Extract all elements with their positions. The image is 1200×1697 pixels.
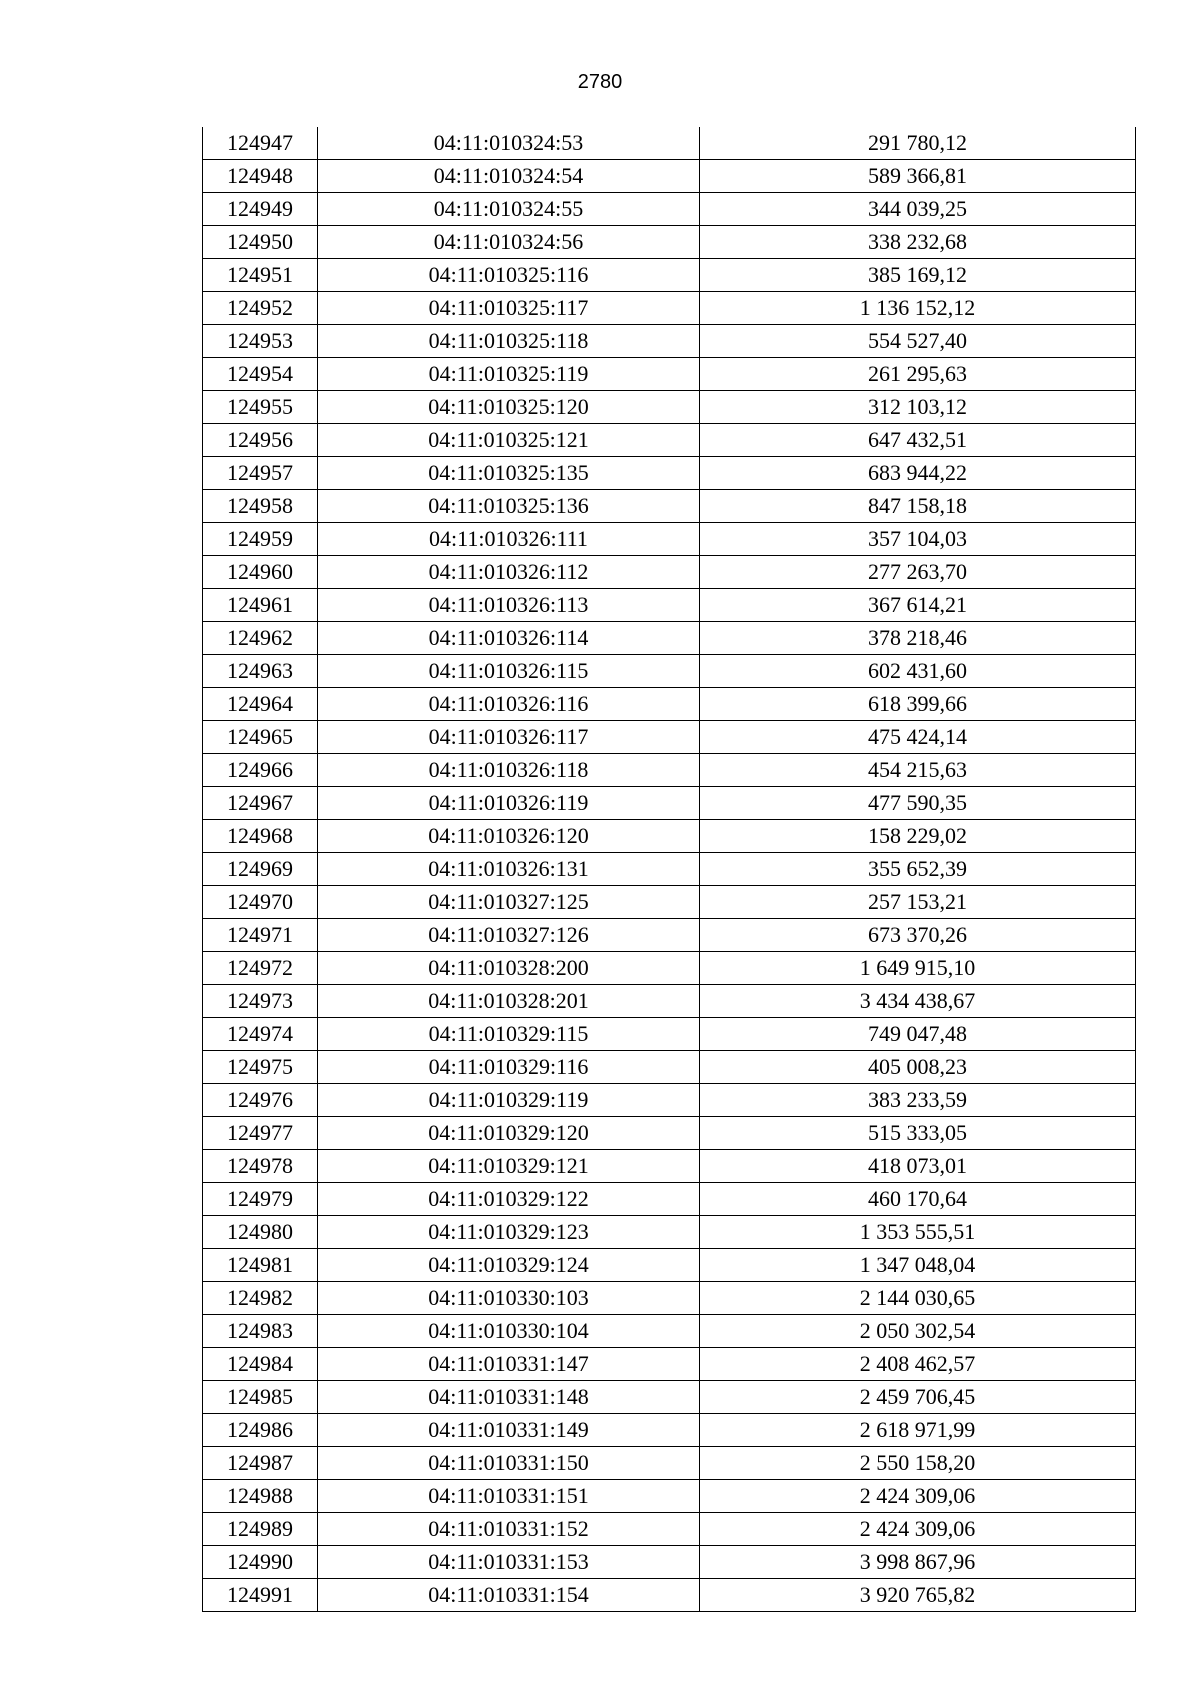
table-row — [203, 622, 1136, 655]
row-number-cell: 124959 — [203, 523, 318, 556]
cadastral-number-cell: 04:11:010324:56 — [318, 226, 700, 259]
cadastral-value-cell: 2 050 302,54 — [700, 1315, 1136, 1348]
table-row — [203, 1579, 1136, 1612]
cadastral-number-cell: 04:11:010326:114 — [318, 622, 700, 655]
cadastral-number-cell: 04:11:010329:115 — [318, 1018, 700, 1051]
cadastral-value-cell: 454 215,63 — [700, 754, 1136, 787]
cadastral-number-cell: 04:11:010326:112 — [318, 556, 700, 589]
cadastral-value-cell: 683 944,22 — [700, 457, 1136, 490]
table-row — [203, 457, 1136, 490]
cadastral-number-cell: 04:11:010325:136 — [318, 490, 700, 523]
table-row — [203, 325, 1136, 358]
row-number-cell: 124952 — [203, 292, 318, 325]
table-body — [203, 127, 1136, 1612]
cadastral-number-cell: 04:11:010329:121 — [318, 1150, 700, 1183]
cadastral-value-cell: 405 008,23 — [700, 1051, 1136, 1084]
row-number-cell: 124982 — [203, 1282, 318, 1315]
table-row — [203, 787, 1136, 820]
row-number-cell: 124953 — [203, 325, 318, 358]
table-row — [203, 1183, 1136, 1216]
row-number-cell: 124951 — [203, 259, 318, 292]
table-row — [203, 424, 1136, 457]
row-number-cell: 124983 — [203, 1315, 318, 1348]
cadastral-value-cell: 383 233,59 — [700, 1084, 1136, 1117]
cadastral-number-cell: 04:11:010331:147 — [318, 1348, 700, 1381]
row-number-cell: 124961 — [203, 589, 318, 622]
cadastral-value-cell: 460 170,64 — [700, 1183, 1136, 1216]
cadastral-number-cell: 04:11:010331:152 — [318, 1513, 700, 1546]
row-number-cell: 124972 — [203, 952, 318, 985]
table-row — [203, 490, 1136, 523]
cadastral-number-cell: 04:11:010326:119 — [318, 787, 700, 820]
table-row — [203, 754, 1136, 787]
table-row — [203, 1249, 1136, 1282]
row-number-cell: 124975 — [203, 1051, 318, 1084]
row-number-cell: 124955 — [203, 391, 318, 424]
row-number-cell: 124984 — [203, 1348, 318, 1381]
cadastral-value-cell: 2 618 971,99 — [700, 1414, 1136, 1447]
cadastral-value-cell: 257 153,21 — [700, 886, 1136, 919]
cadastral-number-cell: 04:11:010326:116 — [318, 688, 700, 721]
cadastral-number-cell: 04:11:010326:115 — [318, 655, 700, 688]
table-row — [203, 1117, 1136, 1150]
cadastral-number-cell: 04:11:010330:103 — [318, 1282, 700, 1315]
row-number-cell: 124986 — [203, 1414, 318, 1447]
cadastral-value-cell: 749 047,48 — [700, 1018, 1136, 1051]
cadastral-value-cell: 1 347 048,04 — [700, 1249, 1136, 1282]
table-row — [203, 259, 1136, 292]
table-row — [203, 193, 1136, 226]
table-row — [203, 127, 1136, 160]
cadastral-number-cell: 04:11:010329:123 — [318, 1216, 700, 1249]
table-row — [203, 1282, 1136, 1315]
cadastral-value-cell: 261 295,63 — [700, 358, 1136, 391]
table-row — [203, 358, 1136, 391]
cadastral-number-cell: 04:11:010329:124 — [318, 1249, 700, 1282]
cadastral-value-cell: 589 366,81 — [700, 160, 1136, 193]
row-number-cell: 124947 — [203, 127, 318, 160]
page-number: 2780 — [577, 71, 623, 93]
table-row — [203, 523, 1136, 556]
cadastral-value-cell: 2 408 462,57 — [700, 1348, 1136, 1381]
row-number-cell: 124978 — [203, 1150, 318, 1183]
row-number-cell: 124964 — [203, 688, 318, 721]
cadastral-number-cell: 04:11:010326:111 — [318, 523, 700, 556]
row-number-cell: 124985 — [203, 1381, 318, 1414]
cadastral-value-cell: 475 424,14 — [700, 721, 1136, 754]
table-row — [203, 721, 1136, 754]
cadastral-number-cell: 04:11:010327:126 — [318, 919, 700, 952]
table-row — [203, 160, 1136, 193]
cadastral-number-cell: 04:11:010325:120 — [318, 391, 700, 424]
table-row — [203, 226, 1136, 259]
cadastral-value-cell: 477 590,35 — [700, 787, 1136, 820]
table-row — [203, 391, 1136, 424]
row-number-cell: 124989 — [203, 1513, 318, 1546]
row-number-cell: 124960 — [203, 556, 318, 589]
cadastral-value-cell: 3 434 438,67 — [700, 985, 1136, 1018]
row-number-cell: 124980 — [203, 1216, 318, 1249]
table-row — [203, 1348, 1136, 1381]
cadastral-number-cell: 04:11:010326:113 — [318, 589, 700, 622]
cadastral-value-cell: 2 424 309,06 — [700, 1513, 1136, 1546]
table-row — [203, 655, 1136, 688]
row-number-cell: 124965 — [203, 721, 318, 754]
table-row — [203, 1051, 1136, 1084]
table-row — [203, 853, 1136, 886]
cadastral-number-cell: 04:11:010331:150 — [318, 1447, 700, 1480]
cadastral-value-cell: 1 353 555,51 — [700, 1216, 1136, 1249]
cadastral-value-cell: 3 920 765,82 — [700, 1579, 1136, 1612]
table-row — [203, 886, 1136, 919]
cadastral-value-cell: 355 652,39 — [700, 853, 1136, 886]
cadastral-value-cell: 647 432,51 — [700, 424, 1136, 457]
cadastral-number-cell: 04:11:010325:118 — [318, 325, 700, 358]
cadastral-value-cell: 3 998 867,96 — [700, 1546, 1136, 1579]
cadastral-number-cell: 04:11:010324:55 — [318, 193, 700, 226]
row-number-cell: 124950 — [203, 226, 318, 259]
cadastral-number-cell: 04:11:010331:154 — [318, 1579, 700, 1612]
cadastral-value-cell: 158 229,02 — [700, 820, 1136, 853]
row-number-cell: 124956 — [203, 424, 318, 457]
cadastral-value-cell: 2 144 030,65 — [700, 1282, 1136, 1315]
cadastral-value-cell: 344 039,25 — [700, 193, 1136, 226]
row-number-cell: 124987 — [203, 1447, 318, 1480]
cadastral-number-cell: 04:11:010326:131 — [318, 853, 700, 886]
cadastral-value-cell: 338 232,68 — [700, 226, 1136, 259]
cadastral-number-cell: 04:11:010331:148 — [318, 1381, 700, 1414]
table-row — [203, 1018, 1136, 1051]
cadastral-number-cell: 04:11:010325:119 — [318, 358, 700, 391]
row-number-cell: 124963 — [203, 655, 318, 688]
row-number-cell: 124957 — [203, 457, 318, 490]
cadastral-value-cell: 847 158,18 — [700, 490, 1136, 523]
row-number-cell: 124962 — [203, 622, 318, 655]
row-number-cell: 124971 — [203, 919, 318, 952]
cadastral-value-cell: 277 263,70 — [700, 556, 1136, 589]
cadastral-value-cell: 602 431,60 — [700, 655, 1136, 688]
cadastral-number-cell: 04:11:010325:135 — [318, 457, 700, 490]
cadastral-number-cell: 04:11:010326:117 — [318, 721, 700, 754]
cadastral-number-cell: 04:11:010328:200 — [318, 952, 700, 985]
table-row — [203, 1084, 1136, 1117]
table-row — [203, 1513, 1136, 1546]
table-row — [203, 1414, 1136, 1447]
cadastral-number-cell: 04:11:010331:149 — [318, 1414, 700, 1447]
row-number-cell: 124973 — [203, 985, 318, 1018]
row-number-cell: 124958 — [203, 490, 318, 523]
table-row — [203, 1381, 1136, 1414]
table-row — [203, 1315, 1136, 1348]
cadastral-value-cell: 1 136 152,12 — [700, 292, 1136, 325]
cadastral-number-cell: 04:11:010331:153 — [318, 1546, 700, 1579]
table-row — [203, 985, 1136, 1018]
cadastral-value-cell: 554 527,40 — [700, 325, 1136, 358]
cadastral-number-cell: 04:11:010325:121 — [318, 424, 700, 457]
cadastral-number-cell: 04:11:010324:54 — [318, 160, 700, 193]
cadastral-value-cell: 378 218,46 — [700, 622, 1136, 655]
row-number-cell: 124968 — [203, 820, 318, 853]
cadastral-value-cell: 385 169,12 — [700, 259, 1136, 292]
cadastral-number-cell: 04:11:010329:120 — [318, 1117, 700, 1150]
row-number-cell: 124974 — [203, 1018, 318, 1051]
row-number-cell: 124967 — [203, 787, 318, 820]
row-number-cell: 124949 — [203, 193, 318, 226]
cadastral-value-cell: 2 550 158,20 — [700, 1447, 1136, 1480]
cadastral-number-cell: 04:11:010329:116 — [318, 1051, 700, 1084]
table-row — [203, 1447, 1136, 1480]
cadastral-value-cell: 515 333,05 — [700, 1117, 1136, 1150]
cadastral-value-cell: 1 649 915,10 — [700, 952, 1136, 985]
row-number-cell: 124966 — [203, 754, 318, 787]
cadastral-number-cell: 04:11:010325:116 — [318, 259, 700, 292]
cadastral-value-cell: 2 459 706,45 — [700, 1381, 1136, 1414]
row-number-cell: 124988 — [203, 1480, 318, 1513]
table-row — [203, 292, 1136, 325]
cadastral-number-cell: 04:11:010331:151 — [318, 1480, 700, 1513]
row-number-cell: 124990 — [203, 1546, 318, 1579]
cadastral-value-cell: 673 370,26 — [700, 919, 1136, 952]
row-number-cell: 124954 — [203, 358, 318, 391]
row-number-cell: 124948 — [203, 160, 318, 193]
cadastral-value-cell: 357 104,03 — [700, 523, 1136, 556]
cadastral-value-cell: 312 103,12 — [700, 391, 1136, 424]
row-number-cell: 124981 — [203, 1249, 318, 1282]
table-row — [203, 556, 1136, 589]
table-row — [203, 1216, 1136, 1249]
row-number-cell: 124991 — [203, 1579, 318, 1612]
cadastral-number-cell: 04:11:010328:201 — [318, 985, 700, 1018]
cadastral-number-cell: 04:11:010327:125 — [318, 886, 700, 919]
cadastral-number-cell: 04:11:010329:119 — [318, 1084, 700, 1117]
table-row — [203, 952, 1136, 985]
table-row — [203, 1150, 1136, 1183]
cadastral-number-cell: 04:11:010330:104 — [318, 1315, 700, 1348]
cadastral-value-cell: 367 614,21 — [700, 589, 1136, 622]
cadastral-number-cell: 04:11:010325:117 — [318, 292, 700, 325]
cadastral-value-cell: 2 424 309,06 — [700, 1480, 1136, 1513]
row-number-cell: 124970 — [203, 886, 318, 919]
table-row — [203, 919, 1136, 952]
cadastral-number-cell: 04:11:010326:118 — [318, 754, 700, 787]
table-row — [203, 820, 1136, 853]
table-row — [203, 589, 1136, 622]
cadastral-number-cell: 04:11:010329:122 — [318, 1183, 700, 1216]
cadastral-number-cell: 04:11:010326:120 — [318, 820, 700, 853]
table-row — [203, 1546, 1136, 1579]
table-row — [203, 1480, 1136, 1513]
cadastral-value-cell: 618 399,66 — [700, 688, 1136, 721]
cadastral-value-cell: 418 073,01 — [700, 1150, 1136, 1183]
table-row — [203, 688, 1136, 721]
row-number-cell: 124979 — [203, 1183, 318, 1216]
cadastral-value-cell: 291 780,12 — [700, 127, 1136, 160]
row-number-cell: 124977 — [203, 1117, 318, 1150]
row-number-cell: 124969 — [203, 853, 318, 886]
cadastral-value-table — [202, 127, 1136, 1612]
row-number-cell: 124976 — [203, 1084, 318, 1117]
cadastral-number-cell: 04:11:010324:53 — [318, 127, 700, 160]
